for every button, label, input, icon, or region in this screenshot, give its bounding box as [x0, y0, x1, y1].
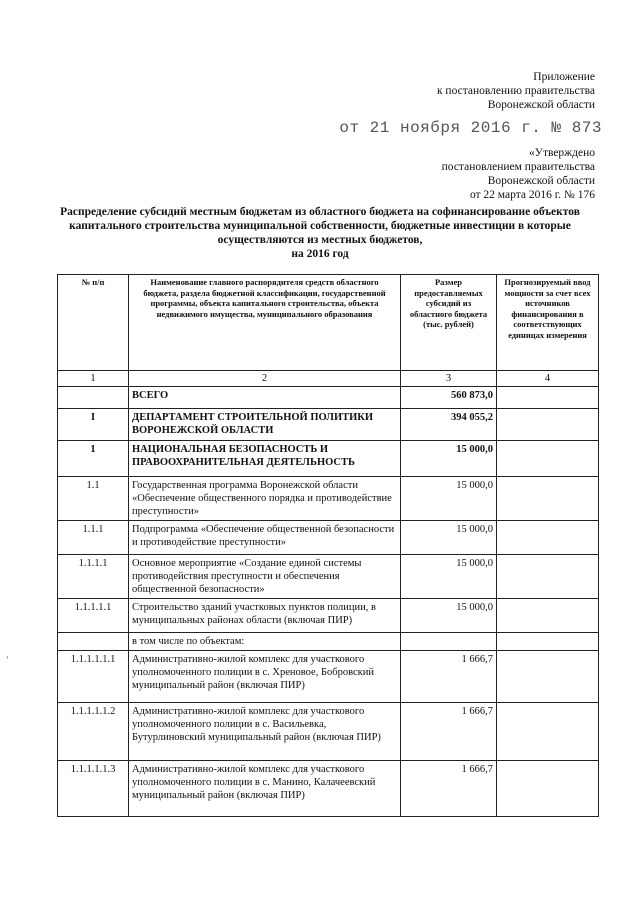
row-capacity — [497, 409, 599, 441]
row-amount: 1 666,7 — [401, 651, 497, 703]
row-capacity — [497, 441, 599, 477]
colnum-cell: 2 — [129, 371, 401, 387]
row-name: НАЦИОНАЛЬНАЯ БЕЗОПАСНОСТЬ И ПРАВООХРАНИТЕЛЬНАЯ ДЕЯТЕЛЬНОСТЬ — [129, 441, 401, 477]
table-row — [58, 441, 599, 477]
appendix-block — [437, 70, 595, 112]
row-num — [58, 633, 129, 651]
table-row — [58, 477, 599, 521]
row-capacity — [497, 651, 599, 703]
row-name: ДЕПАРТАМЕНТ СТРОИТЕЛЬНОЙ ПОЛИТИКИ ВОРОНЕЖСКОЙ ОБЛАСТИ — [129, 409, 401, 441]
table-row — [58, 555, 599, 599]
row-name: в том числе по объектам: — [129, 633, 401, 651]
title-line: Распределение субсидий местным бюджетам из областного бюджета на софинансирование объектов — [60, 206, 580, 218]
resolution-stamp: от 21 ноября 2016 г. № 873 — [339, 119, 602, 137]
row-name: ВСЕГО — [129, 387, 401, 409]
row-num: 1.1.1.1.1.2 — [58, 703, 129, 761]
appendix-line: Приложение — [533, 71, 595, 83]
row-amount: 15 000,0 — [401, 521, 497, 555]
row-amount: 15 000,0 — [401, 599, 497, 633]
appendix-line: к постановлению правительства — [436, 85, 595, 97]
row-amount — [401, 633, 497, 651]
margin-mark: ’ — [6, 655, 9, 664]
column-number-row — [58, 371, 599, 387]
colnum-cell: 3 — [401, 371, 497, 387]
row-capacity — [497, 703, 599, 761]
row-amount: 394 055,2 — [401, 409, 497, 441]
row-name: Административно-жилой комплекс для участкового уполномоченного полиции в с. Манино, Калачеевский муниципальный район (включая ПИР) — [129, 761, 401, 817]
row-amount: 15 000,0 — [401, 555, 497, 599]
header-amount: Размер предоставляемых субсидий из областного бюджета (тыс. рублей) — [401, 275, 497, 371]
row-amount: 15 000,0 — [401, 477, 497, 521]
row-capacity — [497, 599, 599, 633]
row-amount: 15 000,0 — [401, 441, 497, 477]
row-amount: 1 666,7 — [401, 761, 497, 817]
row-amount: 1 666,7 — [401, 703, 497, 761]
row-num: 1.1.1.1.1 — [58, 599, 129, 633]
document-title — [60, 205, 580, 261]
row-num — [58, 387, 129, 409]
header-name: Наименование главного распорядителя средств областного бюджета, раздела бюджетной классификации, государственной программы, объекта капитального строительства, объекта недвижимого имущества, муниципального образования — [129, 275, 401, 371]
row-amount: 560 873,0 — [401, 387, 497, 409]
table-row — [58, 409, 599, 441]
approved-line: от 22 марта 2016 г. № 176 — [469, 189, 595, 201]
row-name: Строительство зданий участковых пунктов полиции, в муниципальных районах области (включая ПИР) — [129, 599, 401, 633]
approved-block — [442, 146, 595, 202]
table-row — [58, 633, 599, 651]
row-name: Административно-жилой комплекс для участкового уполномоченного полиции в с. Хреновое, Бобровский муниципальный район (включая ПИР) — [129, 651, 401, 703]
approved-line: Воронежской области — [487, 175, 595, 187]
row-num: I — [58, 409, 129, 441]
table-row — [58, 651, 599, 703]
row-num: 1.1 — [58, 477, 129, 521]
row-capacity — [497, 521, 599, 555]
table-row — [58, 761, 599, 817]
row-capacity — [497, 555, 599, 599]
appendix-line: Воронежской области — [487, 99, 595, 111]
row-num: 1.1.1.1.1.3 — [58, 761, 129, 817]
header-capacity: Прогнозируемый ввод мощности за счет всех источников финансирования в соответствующих единицах измерения — [497, 275, 599, 371]
approved-line: постановлением правительства — [441, 161, 595, 173]
table-row — [58, 599, 599, 633]
header-num: № п/п — [58, 275, 129, 371]
row-num: 1.1.1 — [58, 521, 129, 555]
row-num: 1.1.1.1.1.1 — [58, 651, 129, 703]
table-row — [58, 521, 599, 555]
table-row — [58, 703, 599, 761]
colnum-cell: 1 — [58, 371, 129, 387]
row-num: 1 — [58, 441, 129, 477]
row-name: Подпрограмма «Обеспечение общественной безопасности и противодействие преступности» — [129, 521, 401, 555]
row-name: Основное мероприятие «Создание единой системы противодействия преступности и обеспечения общественной безопасности» — [129, 555, 401, 599]
title-line: капитального строительства муниципальной собственности, бюджетные инвестиции в которые — [69, 220, 571, 232]
colnum-cell: 4 — [497, 371, 599, 387]
row-name: Государственная программа Воронежской области «Обеспечение общественного порядка и противодействие преступности» — [129, 477, 401, 521]
approved-line: «Утверждено — [529, 147, 595, 159]
title-line: осуществляются из местных бюджетов, — [217, 234, 423, 246]
row-capacity — [497, 387, 599, 409]
subsidy-table — [57, 274, 599, 817]
title-line: на 2016 год — [291, 248, 349, 260]
row-capacity — [497, 761, 599, 817]
row-name: Административно-жилой комплекс для участкового уполномоченного полиции в с. Васильевка, Бутурлиновский муниципальный район (включая ПИР) — [129, 703, 401, 761]
table-row — [58, 387, 599, 409]
table-header-row — [58, 275, 599, 371]
row-capacity — [497, 633, 599, 651]
row-capacity — [497, 477, 599, 521]
row-num: 1.1.1.1 — [58, 555, 129, 599]
